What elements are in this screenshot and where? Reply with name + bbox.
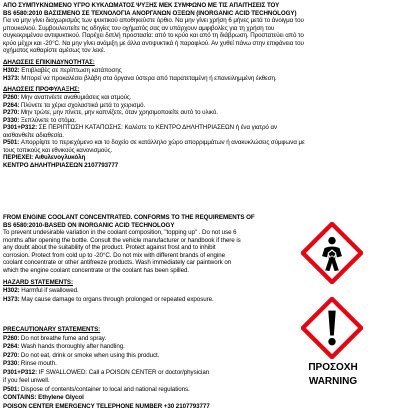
statement-code: P264: (3, 101, 20, 109)
greek-hazard-title: ΔΗΛΩΣΕΙΣ ΕΠΙΚΙΝΔΥΝΟΤΗΤΑΣ: (3, 59, 95, 66)
greek-precaution-statement (3, 102, 145, 110)
statement-text: Μην αναπνέετε αναθυμιάσεις και ατμούς. (19, 94, 132, 101)
statement-code: P264: (3, 343, 20, 350)
statement-text: Επιβλαβές σε περίπτωση κατάποσης (19, 67, 122, 74)
english-hazard-statement (3, 287, 79, 295)
english-precaution-statement (3, 369, 209, 377)
statement-text: Ξεπλύνετε το στόμα. (19, 116, 77, 124)
greek-contains: ΠΕΡΙΕΧΕΙ: Αιθυλενογλυκόλη (3, 154, 86, 161)
greek-intro-line: οχήματος καθαρίστε αμέσως τον λεκέ. (3, 47, 106, 54)
statement-code: H373: (3, 74, 20, 82)
statement-text: Do not eat, drink or smoke when using this product. (19, 351, 160, 359)
english-intro-line: To prevent undesirable variation in the coolant composition, "topping up" . Do not use 6 (3, 229, 237, 236)
statement-text: Wash hands thoroughly after handling. (19, 343, 125, 350)
greek-hazard-statement (3, 67, 122, 75)
health-hazard-pictogram (301, 222, 363, 284)
greek-intro-line: συγκεκριμένου αντιψυκτικού. Παρέχει διπλή προστασία: από το κρύο και από τη διάβρωση. Προστατεύει από το (3, 32, 304, 39)
greek-title-line-2: BS 6580:2010 ΒΑΣΙΣΜΕΝΟ ΣΕ ΤΕΧΝΟΛΟΓΙΑ ΑΝΟΡΓΑΝΩΝ ΟΞΕΩΝ (INORGANIC ACID TECHNOLOGY) (3, 9, 297, 17)
english-precaution-statement (3, 335, 106, 343)
statement-code: P330: (3, 116, 20, 124)
statement-code: P301+P312: (3, 368, 38, 376)
statement-text: Harmful if swallowed. (19, 287, 79, 294)
statement-code: P501: (3, 385, 20, 393)
english-precaution-statement (3, 377, 50, 385)
statement-code: H373: (3, 296, 20, 303)
english-poison-center: POISON CENTER EMERGENCY TELEPHONE NUMBER +30 2107793777 (3, 402, 210, 410)
statement-code: P301+P312: (3, 124, 38, 131)
greek-title-line-1: ΑΠΟ ΣΥΜΠΥΚΝΩΜΕΝΟ ΥΓΡΟ ΚΥΚΛΩΜΑΤΟΣ ΨΥΞΗΣ ΜΕΚ ΣΥΜΦΩΝΟ ΜΕ ΤΙΣ ΑΠΑΙΤΗΣΕΙΣ ΤΟΥ (3, 2, 280, 9)
greek-poison-center: ΚΕΝΤΡΟ ΔΗΛΗΤΗΡΙΑΣΕΩΝ 2107793777 (3, 161, 119, 169)
greek-hazard-statement (3, 75, 277, 83)
greek-precaution-statement (3, 124, 277, 132)
english-contains: CONTAINS: Ethylene Glycol (3, 394, 84, 401)
greek-intro-line: κρύο μέχρι και -20°C. Να μην γίνει ανάμιξη με άλλα αντιψυκτικά ή παραφλού. Αν χυθεί πάνω στην επιφάνεια του (3, 39, 304, 47)
greek-precaution-statement (3, 139, 305, 147)
greek-intro-line: Για να μην γίνει διαχωρισμός των ψυκτικού αποθηκεύστε όρθιο. Να μην γίνει χρήση 6 μήνες μετά το άνοιγμα του (3, 17, 304, 24)
statement-text: Μην τρώτε, μην πίνετε, μην καπνίζετε, όταν χρησιμοποιείτε αυτό το υλικό. (19, 109, 218, 116)
statement-text: Do not breathe fume and spray. (19, 334, 106, 342)
english-precaution-title: PRECAUTIONARY STATEMENTS: (3, 326, 101, 333)
greek-precaution-statement (3, 109, 218, 117)
statement-text: Πλύνετε τα χέρια σχολαστικά μετά το χειρισμό. (19, 101, 146, 109)
warning-english: WARNING (308, 376, 358, 387)
english-precaution-statement (3, 352, 159, 360)
statement-code: P260: (3, 334, 20, 342)
english-intro-line: any doubt about the suitability of the product. Protect against frost and to inhibit (3, 244, 216, 251)
statement-text: αισθανθείτε αδιαθεσία. (3, 131, 64, 139)
exclamation-pictogram (301, 297, 363, 359)
statement-text: Dispose of contents/container to local and national regulations. (19, 385, 190, 393)
warning-greek: ΠΡΟΣΟΧΗ (308, 362, 358, 373)
english-title-line-1: FROM ENGINE COOLANT CONCENTRATED. CONFORMS TO THE REQUIREMENTS OF (3, 214, 255, 221)
english-intro-line: months after opening the bottle. Consult the vehicle manufacturer or handbook if there is (3, 236, 241, 244)
english-intro-line: coolant concentrate or other antifreeze products. Wash immediately car paintwork on (3, 259, 232, 266)
greek-precaution-statement (3, 132, 64, 140)
statement-code: P270: (3, 109, 20, 116)
statement-code: P330: (3, 360, 20, 367)
english-precaution-statement (3, 386, 190, 394)
english-title-line-2: BS 6580:2010-BASED ON INORGANIC ACID TECHNOLOGY (3, 221, 175, 229)
greek-precaution-title: ΔΗΛΩΣΕΙΣ ΠΡΟΦΥΛΑΞΗΣ: (3, 86, 80, 93)
statement-text: IF SWALLOWED: Call a POISON CENTER or doctor/physician (37, 368, 210, 376)
english-intro-line: corrosion. Protect from cold up to -20°C. Do not mix with different brands of engine (3, 251, 226, 259)
english-hazard-statement (3, 296, 214, 304)
statement-text: Μπορεί να προκαλέσει βλάβη στα όργανα ύστερα από παρατεταμένη ή επανειλημμένη έκθεση. (19, 74, 277, 82)
statement-code: H302: (3, 67, 20, 74)
statement-code: P270: (3, 351, 20, 359)
greek-precaution-statement (3, 94, 132, 102)
english-hazard-title: HAZARD STATEMENTS: (3, 279, 74, 286)
statement-text: τους τοπικούς και εθνικούς κανονισμούς. (3, 146, 113, 154)
statement-text: May cause damage to organs through prolonged or repeated exposure. (19, 296, 214, 303)
greek-precaution-statement (3, 117, 76, 125)
english-intro-line: which the engine coolant concentrate or the coolant has been spilled. (3, 266, 190, 274)
greek-precaution-statement (3, 147, 112, 155)
statement-code: P260: (3, 94, 20, 101)
greek-intro-line: μπουκαλιού. Συμβουλευτείτε τις οδηγίες του οχήματός σας αν υπάρχουν αμφιβολίες για τη χρήση του (3, 24, 275, 32)
statement-code: H302: (3, 287, 20, 294)
english-precaution-statement (3, 343, 125, 351)
statement-text: if you feel unwell. (3, 377, 50, 384)
english-precaution-statement (3, 360, 57, 368)
statement-code: P501: (3, 139, 20, 146)
statement-text: Rinse mouth. (19, 360, 57, 367)
statement-text: Απορρίψτε το περιεχόμενο και το δοχείο σε κατάλληλο χώρο απορριμμάτων ή ανακυκλώσεις σύμφωνα με (19, 139, 305, 146)
statement-text: ΣΕ ΠΕΡΙΠΤΩΣΗ ΚΑΤΑΠΟΣΗΣ: Καλέστε το ΚΕΝΤΡΟ ΔΗΛΗΤΗΡΙΑΣΕΩΝ ή ένα γιατρό αν (37, 124, 278, 131)
